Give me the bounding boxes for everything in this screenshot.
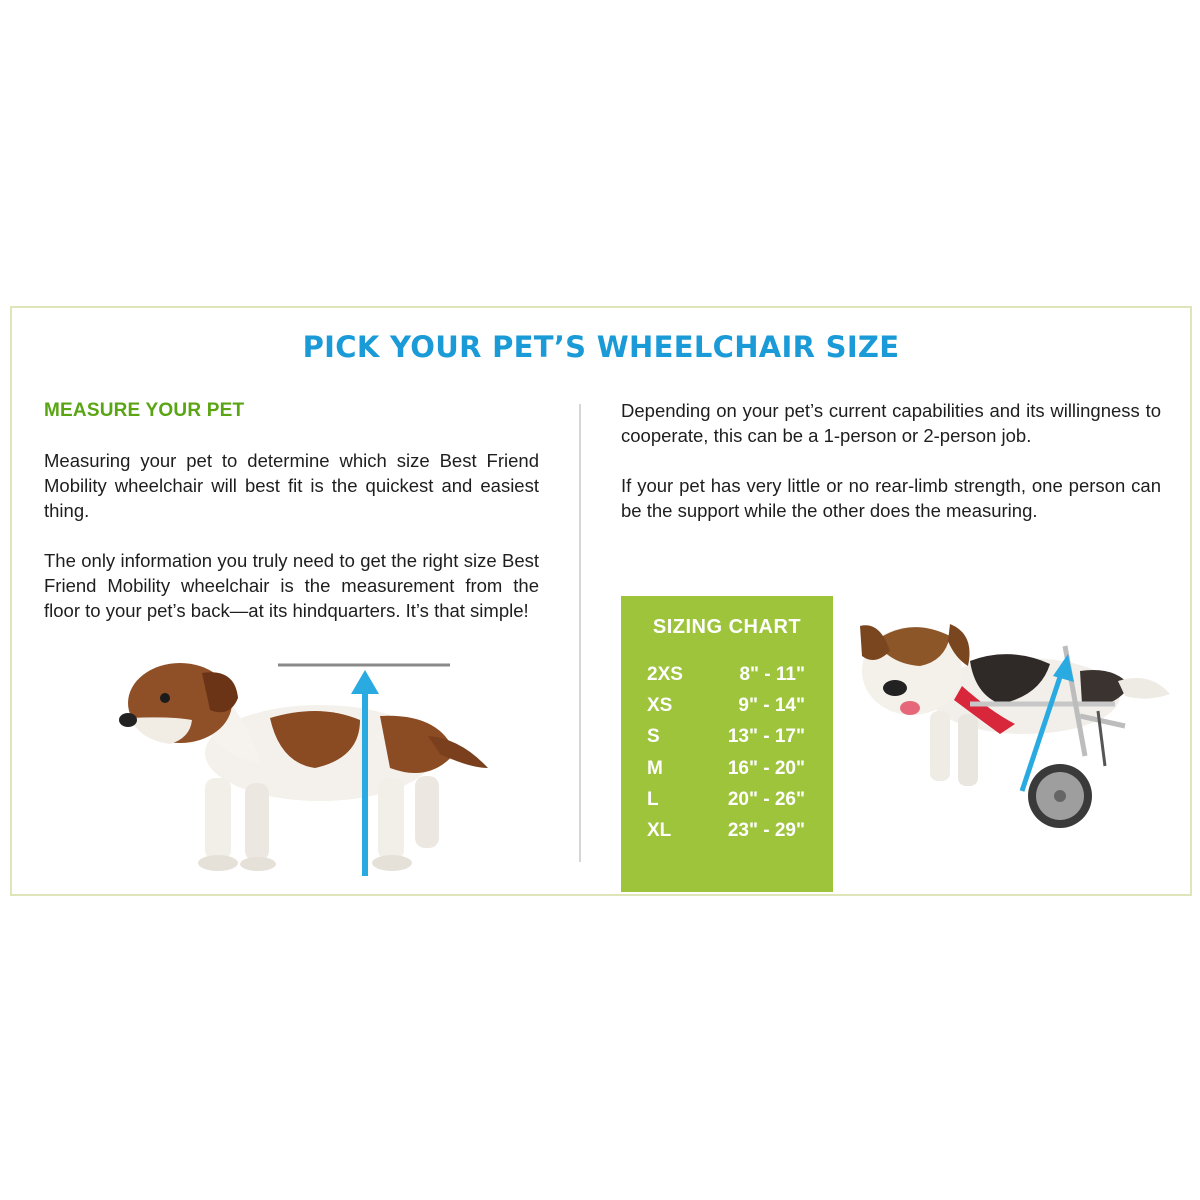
size-range: 20" - 26" [727, 789, 805, 810]
puppy-standing-measurement-image [110, 658, 490, 878]
measure-paragraph-2: The only information you truly need to get the right size Best Friend Mobility wheelchair is the measurement from the floor to your pet’s back—at its hindquarters. It’s that simple! [44, 550, 539, 621]
size-range: 23" - 29" [727, 820, 805, 841]
sizing-chart-title: SIZING CHART [652, 616, 802, 638]
size-range: 9" - 14" [738, 695, 805, 716]
size-label: S [647, 726, 660, 747]
size-range: 16" - 20" [727, 758, 805, 779]
size-label: M [647, 758, 663, 779]
size-row-2xs [621, 664, 833, 694]
wheelchair-size-panel [10, 306, 1192, 896]
size-label: XS [647, 695, 673, 716]
column-divider [579, 404, 581, 862]
measure-paragraph-1: Measuring your pet to determine which size Best Friend Mobility wheelchair will best fit is the quickest and easiest thing. [44, 450, 539, 521]
sizing-chart [621, 596, 833, 892]
measure-heading: MEASURE YOUR PET [44, 400, 245, 421]
dog-in-wheelchair-image [850, 616, 1170, 832]
size-label: XL [647, 820, 672, 841]
measuring-tips-section [621, 398, 1161, 523]
measure-section [44, 400, 539, 623]
size-label: 2XS [647, 664, 683, 685]
page-title: PICK YOUR PET’S WHEELCHAIR SIZE [302, 330, 900, 364]
size-row-xs [621, 695, 833, 725]
size-row-m [621, 758, 833, 788]
size-row-l [621, 789, 833, 819]
tips-paragraph-2: If your pet has very little or no rear-limb strength, one person can be the support while the other does the measuring. [621, 475, 1161, 521]
size-range: 13" - 17" [727, 726, 805, 747]
tips-paragraph-1: Depending on your pet’s current capabilities and its willingness to cooperate, this can be a 1-person or 2-person job. [621, 400, 1161, 446]
size-row-s [621, 726, 833, 756]
size-range: 8" - 11" [739, 664, 805, 685]
size-row-xl [621, 820, 833, 850]
size-label: L [647, 789, 659, 810]
